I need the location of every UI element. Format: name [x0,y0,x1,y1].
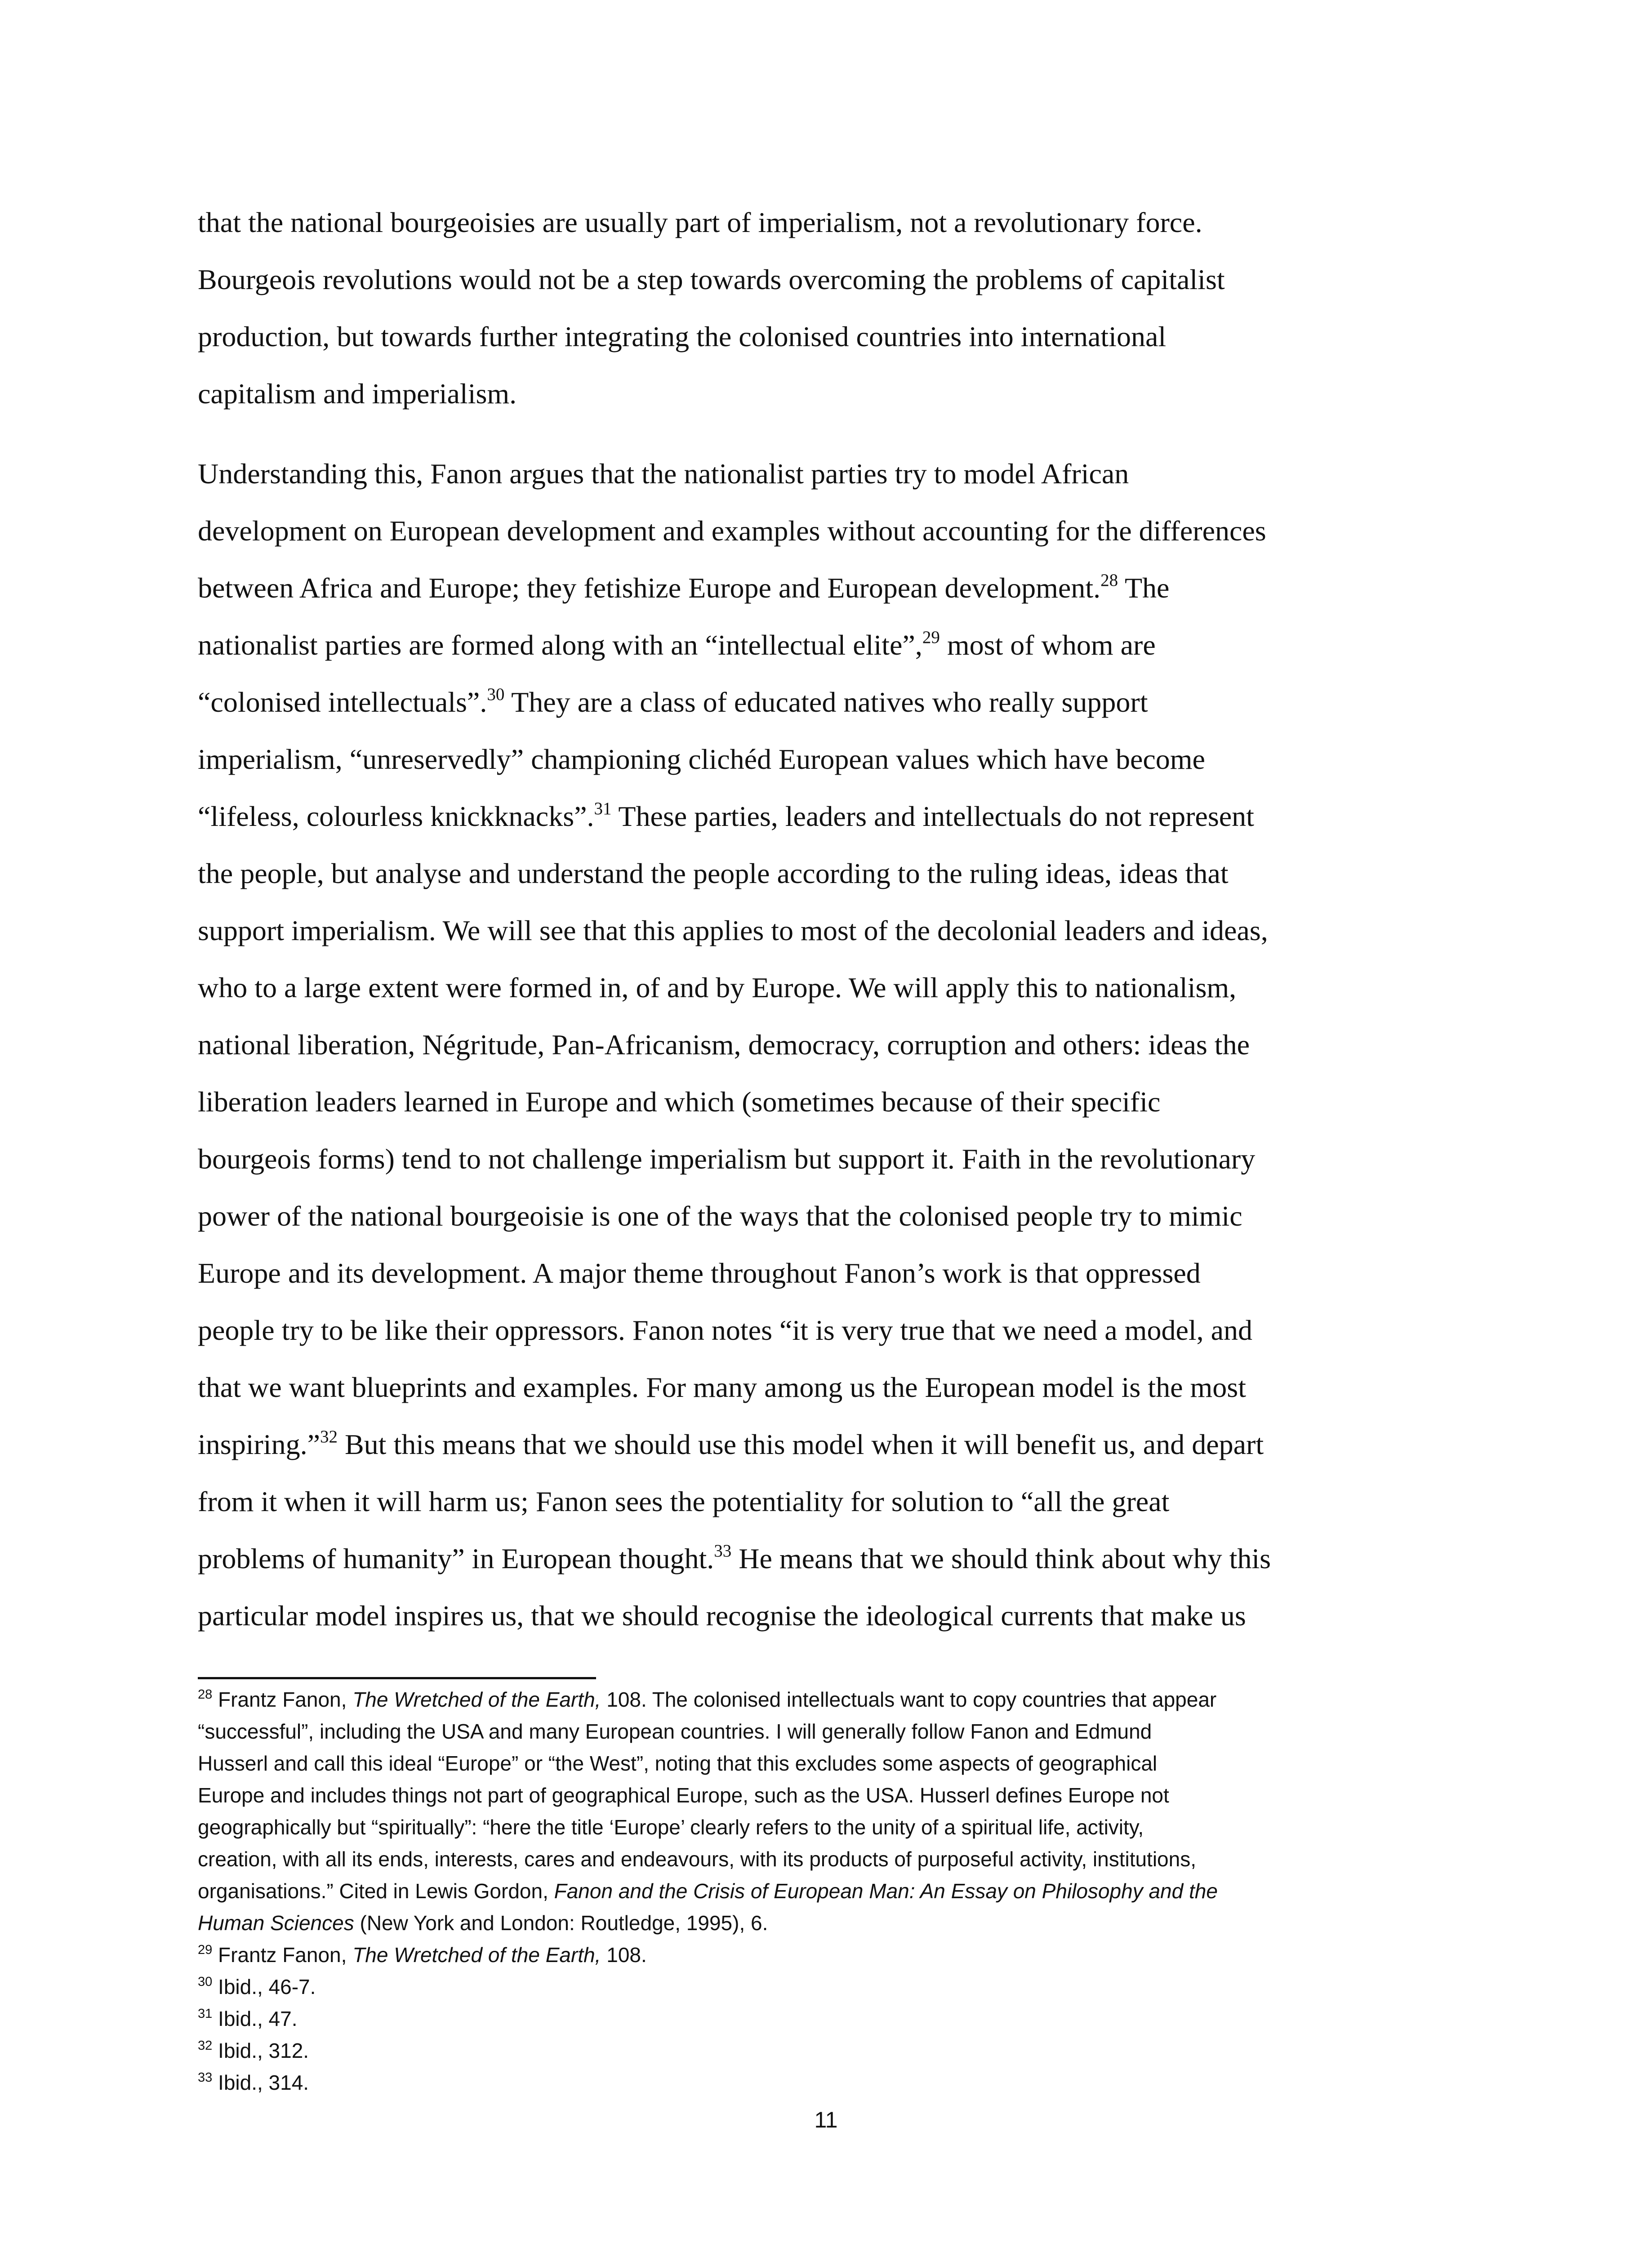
text-line: liberation leaders learned in Europe and which (sometimes because of their specific [198,1086,1161,1118]
footnote-33 [198,2067,1465,2099]
text-segment: “lifeless, colourless knickknacks”. [198,800,594,832]
footnote-30 [198,1971,1465,2003]
text-line: national liberation, Négritude, Pan-Africanism, democracy, corruption and others: ideas the [198,1029,1250,1061]
text-segment: Ibid., 314. [212,2071,309,2094]
text-line [198,788,1456,845]
book-title: The Wretched of the Earth, [352,1943,601,1967]
text-segment: between Africa and Europe; they fetishize Europe and European development. [198,572,1101,604]
text-line [198,559,1456,616]
text-line: particular model inspires us, that we should recognise the ideological currents that make us [198,1600,1246,1632]
footnote-reference-28[interactable]: 28 [1100,570,1118,590]
footnote-line: Husserl and call this ideal “Europe” or “the West”, noting that this excludes some aspects of geographical [198,1752,1158,1775]
text-line: production, but towards further integrating the colonised countries into international [198,321,1167,352]
text-line: Bourgeois revolutions would not be a step towards overcoming the problems of capitalist [198,263,1225,295]
footnote-reference-33[interactable]: 33 [714,1541,732,1561]
text-line: who to a large extent were formed in, of and by Europe. We will apply this to nationalism, [198,972,1237,1004]
text-line: that we want blueprints and examples. For many among us the European model is the most [198,1371,1246,1403]
text-segment: Frantz Fanon, [212,1943,353,1967]
text-segment: problems of humanity” in European thought. [198,1543,714,1574]
book-title: The Wretched of the Earth, [352,1688,601,1711]
footnote-line: creation, with all its ends, interests, cares and endeavours, with its products of purposeful activity, institutions, [198,1847,1197,1871]
text-segment: 108. [601,1943,647,1967]
text-segment: But this means that we should use this model when it will benefit us, and depart [337,1428,1264,1460]
text-segment: nationalist parties are formed along with an “intellectual elite”, [198,629,922,661]
footnote-31 [198,2003,1465,2035]
footnote-line: Europe and includes things not part of geographical Europe, such as the USA. Husserl defines Europe not [198,1784,1169,1807]
footnote-reference-30[interactable]: 30 [487,684,505,704]
text-segment: These parties, leaders and intellectuals do not represent [611,800,1254,832]
text-line: power of the national bourgeoisie is one of the ways that the colonised people try to mimic [198,1200,1242,1232]
text-segment: inspiring.” [198,1428,320,1460]
footnote-marker: 32 [198,2038,213,2053]
text-segment: The [1118,572,1170,604]
text-line: Europe and its development. A major theme throughout Fanon’s work is that oppressed [198,1257,1201,1289]
book-title: Fanon and the Crisis of European Man: An Essay on Philosophy and the [554,1879,1218,1903]
text-segment: They are a class of educated natives who really support [504,686,1148,718]
paragraph-1 [198,194,1456,422]
text-segment: He means that we should think about why this [731,1543,1271,1574]
text-line: the people, but analyse and understand the people according to the ruling ideas, ideas that [198,857,1229,889]
text-line: imperialism, “unreservedly” championing clichéd European values which have become [198,743,1205,775]
footnote-marker: 33 [198,2070,213,2085]
page-number: 11 [814,2107,838,2132]
text-line: support imperialism. We will see that this applies to most of the decolonial leaders and ideas, [198,914,1268,946]
text-segment: most of whom are [940,629,1156,661]
text-segment: (New York and London: Routledge, 1995), 6. [354,1911,768,1935]
text-line: development on European development and examples without accounting for the differences [198,515,1266,547]
footnote-line [198,1875,1465,1907]
paragraph-2 [198,445,1456,1644]
text-segment: Frantz Fanon, [212,1688,353,1711]
book-title: Human Sciences [198,1911,354,1935]
text-segment: Ibid., 47. [212,2007,298,2030]
footnote-marker: 30 [198,1974,213,1989]
footnote-line: geographically but “spiritually”: “here the title ‘Europe’ clearly refers to the unity of a spiritual life, activity, [198,1815,1144,1839]
text-segment: Ibid., 46-7. [212,1975,316,1998]
footnote-marker: 29 [198,1942,213,1957]
footnote-reference-32[interactable]: 32 [320,1427,338,1446]
footnote-28 [198,1684,1465,1716]
text-line: from it when it will harm us; Fanon sees the potentiality for solution to “all the great [198,1485,1170,1517]
text-line [198,616,1456,674]
footnote-separator [198,1677,596,1679]
text-segment: “colonised intellectuals”. [198,686,487,718]
text-line: people try to be like their oppressors. Fanon notes “it is very true that we need a model, and [198,1314,1253,1346]
footnote-marker: 28 [198,1687,213,1702]
text-segment: Ibid., 312. [212,2039,309,2062]
text-segment: organisations.” Cited in Lewis Gordon, [198,1879,554,1903]
footnote-line [198,1907,1465,1939]
footnote-29 [198,1939,1465,1971]
footnotes [198,1684,1465,2099]
footnote-line: “successful”, including the USA and many European countries. I will generally follow Fanon and Edmund [198,1720,1152,1743]
footnote-reference-29[interactable]: 29 [922,627,940,647]
text-line [198,674,1456,731]
footnote-reference-31[interactable]: 31 [594,798,612,818]
text-line: capitalism and imperialism. [198,378,517,410]
text-line [198,1530,1456,1587]
text-line: Understanding this, Fanon argues that the nationalist parties try to model African [198,458,1129,490]
text-segment: 108. The colonised intellectuals want to copy countries that appear [601,1688,1217,1711]
text-line: that the national bourgeoisies are usually part of imperialism, not a revolutionary force. [198,206,1202,238]
footnote-marker: 31 [198,2006,213,2021]
text-line: bourgeois forms) tend to not challenge imperialism but support it. Faith in the revolutionary [198,1143,1256,1175]
footnote-32 [198,2035,1465,2067]
text-line [198,1416,1456,1473]
